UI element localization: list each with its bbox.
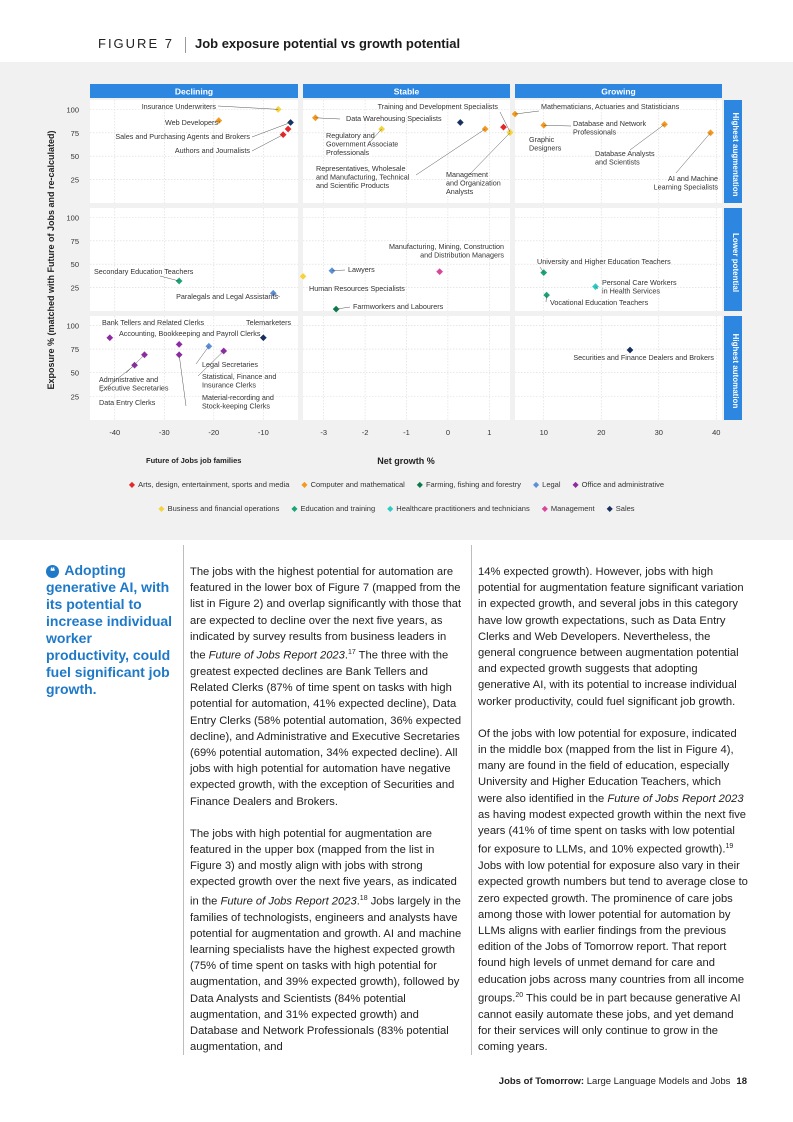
- point-label: Paralegals and Legal Assistants: [176, 292, 278, 301]
- row-strip-label: Highest automation: [731, 333, 740, 409]
- point-label: Lawyers: [348, 265, 375, 274]
- legend-item: [158, 504, 279, 513]
- page-footer: [499, 1076, 747, 1087]
- point-label-line: and Distribution Managers: [420, 250, 504, 260]
- y-tick-label: 100: [66, 105, 79, 115]
- text-run: as having modest expected growth within the next five years (41% of time spent on tasks with low potential for exposure to LLMs, and 10% expected growth).: [478, 808, 747, 856]
- x-tick-label: 30: [654, 428, 663, 437]
- row-strip-label: Highest augmentation: [731, 112, 740, 197]
- x-axis-label: Net growth %: [377, 456, 435, 466]
- point-label: Farmworkers and Labourers: [353, 302, 444, 311]
- report-title: Future of Jobs Report 2023: [607, 792, 744, 805]
- legend-diamond-icon: ◆: [606, 504, 613, 513]
- point-label-line: Material-recording and: [202, 393, 274, 402]
- point-label: Data Warehousing Specialists: [346, 114, 442, 123]
- point-label: Web Developers: [164, 118, 218, 127]
- text-run: The jobs with the highest potential for automation are featured in the lower box of Figure 7 (mapped from the list in Figure 2) and overlap significantly with those that are expected to decline over the next five years, as indicated by survey results from business leaders in the: [190, 566, 462, 662]
- legend-label: Farming, fishing and forestry: [425, 480, 521, 489]
- legend-diamond-icon: ◆: [416, 480, 423, 489]
- legend-label: Office and administrative: [581, 480, 665, 489]
- point-label-line: Manufacturing, Mining, Construction: [388, 242, 504, 251]
- x-tick-label: 40: [712, 428, 721, 437]
- text-run: Of the jobs with low potential for exposure, indicated in the middle box (mapped from the list in Figure 4), many are found in the field of education, especially University and Higher Education Teachers, which were also identified in the: [478, 727, 737, 805]
- header-divider: [185, 37, 186, 53]
- legend-row-2: [0, 504, 793, 513]
- legend-item: [387, 504, 530, 513]
- report-title: Future of Jobs Report 2023: [208, 649, 345, 662]
- y-tick-label: 25: [70, 175, 79, 185]
- legend-label: Computer and mathematical: [310, 480, 405, 489]
- text-run: The three with the greatest expected declines are Bank Tellers and Related Clerks (87% of time spent on tasks with high potential for automation, 41% expected decline), Data Entry Clerks (58% potential automation, 36% expected decline), and Administrative and Executive Secretaries (69% potential automation, 34% expected decline). All jobs with high potential for automation have negative expected growth, with the exception of Securities and Finance Dealers and Brokers.: [190, 649, 462, 808]
- scatter-chart: [0, 62, 793, 472]
- point-label-line: Database Analysts: [595, 149, 655, 158]
- legend-item: [533, 480, 561, 489]
- point-label-line: Stock-keeping Clerks: [202, 401, 270, 411]
- body-column-1: [190, 564, 464, 1071]
- point-label-line: Designers: [529, 143, 562, 153]
- point-label-line: Regulatory and: [326, 131, 375, 140]
- point-label: Bank Tellers and Related Clerks: [102, 318, 205, 327]
- legend-label: Business and financial operations: [167, 504, 280, 513]
- column-divider-left: [183, 545, 184, 1055]
- figure-header: [98, 36, 460, 53]
- pull-quote-text: Adopting generative AI, with its potential to increase individual worker productivity, could fuel significant job growth.: [46, 562, 173, 697]
- pull-quote: [46, 562, 174, 698]
- text-run: Jobs largely in the families of technologists, engineers and analysts have potential for augmentation and growth. AI and machine learning specialists have the highest expected growth (75% of time spent on tasks with high potential for augmentation, and 39% expected growth), followed by Data Analysts and Scientists (84% potential augmentation, and 31% expected growth) and Database and Network Professionals (83% potential augmentation, and: [190, 895, 462, 1054]
- point-label: Securities and Finance Dealers and Brokers: [573, 353, 714, 362]
- x-tick-label: -10: [257, 428, 269, 437]
- x-tick-label: 0: [445, 428, 450, 437]
- x-tick-label: 10: [539, 428, 548, 437]
- page-number: 18: [736, 1076, 747, 1087]
- point-label: [202, 393, 274, 411]
- point-label-line: Graphic: [529, 135, 555, 144]
- y-tick-label: 100: [66, 213, 79, 223]
- point-label-line: AI and Machine: [668, 174, 718, 183]
- point-label-line: and Scientists: [595, 157, 640, 167]
- legend-diamond-icon: ◆: [291, 504, 298, 513]
- point-label: Insurance Underwriters: [141, 102, 216, 111]
- y-tick-label: 25: [70, 392, 79, 402]
- point-label-line: Representatives, Wholesale: [316, 164, 406, 173]
- legend-row-1: [0, 480, 793, 489]
- y-tick-label: 50: [70, 152, 79, 162]
- x-tick-label: 20: [597, 428, 606, 437]
- figure-title: Job exposure potential vs growth potential: [194, 36, 461, 51]
- footnote-ref: 19: [725, 843, 734, 851]
- x-tick-label: -40: [109, 428, 121, 437]
- report-title: Future of Jobs Report 2023: [220, 895, 357, 908]
- legend-item: [291, 504, 375, 513]
- x-tick-label: -1: [403, 428, 410, 437]
- point-label: Training and Development Specialists: [377, 102, 498, 111]
- figure-label: FIGURE 7: [98, 36, 174, 51]
- row-strip-label: Lower potential: [731, 232, 740, 293]
- panel-r2-c2: [515, 316, 722, 420]
- point-label-line: in Health Services: [602, 286, 660, 296]
- point-label: Legal Secretaries: [202, 360, 258, 369]
- y-tick-label: 50: [70, 260, 79, 270]
- point-label: Mathematicians, Actuaries and Statisticians: [541, 102, 680, 111]
- legend-diamond-icon: ◆: [541, 504, 548, 513]
- point-label: Authors and Journalists: [174, 146, 250, 155]
- y-axis-label: Exposure % (matched with Future of Jobs and re-calculated): [46, 130, 56, 390]
- point-label-line: Learning Specialists: [653, 182, 718, 192]
- quote-icon: ❝: [46, 565, 59, 578]
- point-label-line: Database and Network: [573, 119, 647, 128]
- column-divider-right: [471, 545, 472, 1055]
- text-run: Jobs with low potential for exposure also vary in their expected growth numbers but tend to average close to zero expected growth. The prominence of care jobs among those with lower potential for automation by LLMs aligns with earlier findings from the previous edition of the Jobs of Tomorrow report. That report found high levels of unmet demand for care and education jobs across many countries from all income groups.: [478, 860, 748, 1005]
- footer-report-name: Jobs of Tomorrow:: [498, 1076, 585, 1087]
- footnote-ref: 20: [515, 991, 524, 999]
- y-tick-label: 75: [70, 345, 79, 355]
- paragraph-augmentation: The jobs with high potential for augmentation are featured in the upper box (mapped from the list in Figure 3) and mostly align with jobs with strong expected growth over the next five years, as indicated in the Future of Jobs Report 2023.18 Jobs largely in the families of technologists, engineers and analysts have potential for augmentation and growth. AI and machine learning specialists have the highest expected growth (75% of time spent on tasks with high potential for augmentation, and 39% expected growth), followed by Data Analysts and Scientists (84% potential augmentation, and 31% expected growth) and Database and Network Professionals (83% potential augmentation, and: [190, 827, 462, 1054]
- x-tick-label: -30: [158, 428, 170, 437]
- legend-item: [301, 480, 404, 489]
- legend-item: [542, 504, 595, 513]
- legend-heading: Future of Jobs job families: [146, 456, 242, 465]
- footnote-ref: 18: [359, 894, 368, 902]
- legend-label: Arts, design, entertainment, sports and media: [138, 480, 290, 489]
- point-label-line: and Scientific Products: [316, 181, 390, 191]
- legend-label: Sales: [615, 504, 635, 513]
- point-label-line: Analysts: [446, 187, 474, 197]
- legend-diamond-icon: ◆: [301, 480, 308, 489]
- point-label-line: Insurance Clerks: [202, 380, 256, 390]
- legend-diamond-icon: ◆: [128, 480, 136, 489]
- text-run: The jobs with high potential for augmentation are featured in the upper box (mapped from the list in Figure 3) and mostly align with jobs with strong expected growth over the next five years, as indicated in the: [190, 827, 457, 908]
- point-label-line: Professionals: [573, 127, 617, 137]
- legend-item: [129, 480, 290, 489]
- legend-diamond-icon: ◆: [387, 504, 394, 513]
- point-label: Accounting, Bookkeeping and Payroll Clerks: [119, 329, 261, 338]
- footer-subtitle: Large Language Models and Jobs: [584, 1076, 731, 1087]
- y-tick-label: 100: [66, 321, 79, 331]
- point-label: Sales and Purchasing Agents and Brokers: [115, 132, 250, 141]
- point-label-line: Management: [446, 170, 488, 179]
- text-run: This could be in part because generative AI cannot easily automate these jobs, and yet demand for their services will only continue to grow in the coming years.: [478, 992, 741, 1054]
- point-label: Secondary Education Teachers: [94, 267, 194, 276]
- legend-label: Healthcare practitioners and technicians: [396, 504, 530, 513]
- legend-label: Education and training: [300, 504, 376, 513]
- point-label: Data Entry Clerks: [99, 398, 156, 407]
- point-label-line: Statistical, Finance and: [202, 372, 277, 381]
- legend-item: [607, 504, 635, 513]
- x-tick-label: -20: [208, 428, 220, 437]
- legend-diamond-icon: ◆: [533, 480, 540, 489]
- paragraph-automation: The jobs with the highest potential for automation are featured in the lower box of Figure 7 (mapped from the list in Figure 2) and overlap significantly with those that are expected to decline over the next five years, as indicated by survey results from business leaders in the Future of Jobs Report 2023.17 The three with the greatest expected declines are Bank Tellers and Related Clerks (87% of time spent on tasks with high potential for automation, 41% expected decline), Data Entry Clerks (58% potential automation, 36% expected decline), and Administrative and Executive Secretaries (69% potential automation, 34% expected decline). All jobs with high potential for automation have negative expected growth, with the exception of Securities and Finance Dealers and Brokers.: [190, 566, 462, 808]
- footnote-ref: 17: [347, 649, 356, 657]
- point-label-line: Government Associate: [326, 139, 399, 149]
- x-tick-label: -2: [361, 428, 369, 437]
- point-label-line: Professionals: [326, 148, 370, 158]
- paragraph-low-exposure: [478, 726, 748, 1056]
- legend-diamond-icon: ◆: [158, 504, 165, 513]
- y-tick-label: 75: [70, 236, 79, 246]
- x-tick-label: -3: [320, 428, 328, 437]
- body-column-2: [478, 564, 748, 1071]
- point-label: University and Higher Education Teachers: [537, 257, 671, 266]
- x-tick-label: 1: [487, 428, 492, 437]
- column-header-label: Growing: [601, 86, 636, 97]
- point-label-line: and Manufacturing, Technical: [316, 172, 410, 182]
- y-tick-label: 50: [70, 368, 79, 378]
- y-tick-label: 25: [70, 283, 79, 293]
- legend-label: Legal: [542, 480, 561, 489]
- point-label-line: Administrative and: [99, 375, 159, 384]
- point-label-line: Executive Secretaries: [99, 383, 169, 393]
- column-header-label: Stable: [393, 86, 420, 97]
- point-label: Telemarketers: [246, 318, 292, 327]
- legend-label: Management: [550, 504, 595, 513]
- paragraph-variation: 14% expected growth). However, jobs with high potential for augmentation feature significant variation in expected growth, and several jobs in this category have low growth expectations, such as Data Entry Clerks and Web Developers. Nevertheless, the general congruence between augmentation potential and expected growth suggests that adopting generative AI, with its potential to increase individual worker productivity, could fuel significant job growth.: [478, 566, 744, 708]
- legend-diamond-icon: ◆: [572, 480, 579, 489]
- point-label-line: Personal Care Workers: [602, 278, 677, 287]
- legend-item: [573, 480, 665, 489]
- point-label-line: and Organization: [446, 178, 501, 188]
- point-label: Vocational Education Teachers: [550, 298, 649, 307]
- y-tick-label: 75: [70, 128, 79, 138]
- column-header-label: Declining: [174, 86, 214, 97]
- legend-item: [417, 480, 521, 489]
- point-label: Human Resources Specialists: [309, 284, 405, 293]
